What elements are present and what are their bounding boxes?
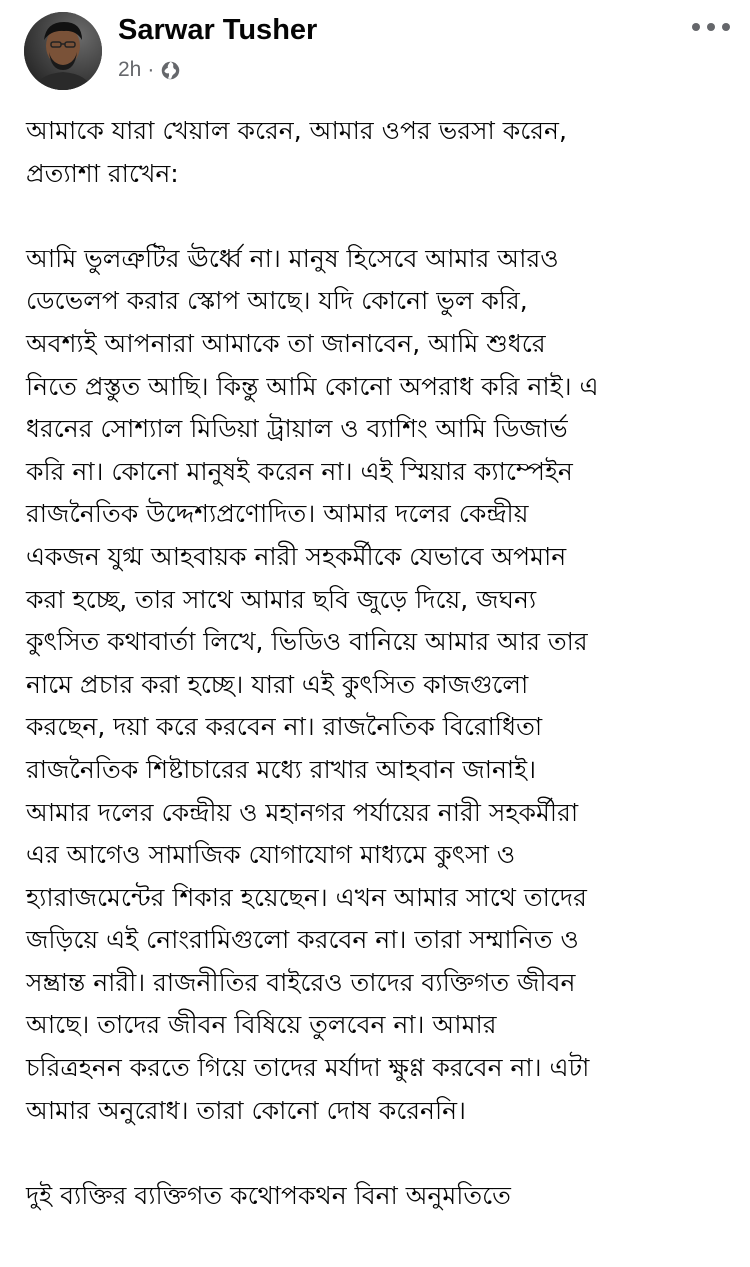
more-horizontal-icon xyxy=(691,22,731,32)
meta-separator: · xyxy=(147,58,155,81)
author-name[interactable]: Sarwar Tusher xyxy=(118,14,318,46)
post-header xyxy=(0,0,750,100)
post-meta xyxy=(118,56,181,84)
avatar[interactable] xyxy=(24,12,102,90)
post-paragraph-main: আমি ভুলত্রুটির ঊর্ধ্বে না। মানুষ হিসেবে আমার আরও ডেভেলপ করার স্কোপ আছে। যদি কোনো ভুল করি, অবশ্যই আপনারা আমাকে তা জানাবেন, আমি শুধরে নিতে প্রস্তুত আছি। কিন্তু আমি কোনো অপরাধ করি নাই। এ ধরনের সোশ্যাল মিডিয়া ট্রায়াল ও ব্যাশিং আমি ডিজার্ভ করি না। কোনো মানুষই করেন না। এই স্মিয়ার ক্যাম্পেইন রাজনৈতিক উদ্দেশ্যপ্রণোদিত। আমার দলের কেন্দ্রীয় একজন যুগ্ম আহবায়ক নারী সহকর্মীকে যেভাবে অপমান করা হচ্ছে, তার সাথে আমার ছবি জুড়ে দিয়ে, জঘন্য কুৎসিত কথাবার্তা লিখে, ভিডিও বানিয়ে আমার আর তার নামে প্রচার করা হচ্ছে। যারা এই কুৎসিত কাজগুলো করছেন, দয়া করে করবেন না। রাজনৈতিক বিরোধিতা রাজনৈতিক শিষ্টাচারের মধ্যে রাখার আহবান জানাই। আমার দলের কেন্দ্রীয় ও মহানগর পর্যায়ের নারী সহকর্মীরা এর আগেও সামাজিক যোগাযোগ মাধ্যমে কুৎসা ও হ্যারাজমেন্টের শিকার হয়েছেন। এখন আমার সাথে তাদের জড়িয়ে এই নোংরামিগুলো করবেন না। তারা সম্মানিত ও সম্ভ্রান্ত নারী। রাজনীতির বাইরেও তাদের ব্যক্তিগত জীবন আছে। তাদের জীবন বিষিয়ে তুলবেন না। আমার চরিত্রহনন করতে গিয়ে তাদের মর্যাদা ক্ষুণ্ণ করবেন না। এটা আমার অনুরোধ। তারা কোনো দোষ করেননি। xyxy=(26,243,599,1125)
post-text xyxy=(26,110,736,1217)
post-paragraph-continued: দুই ব্যক্তির ব্যক্তিগত কথোপকথন বিনা অনুমতিতে xyxy=(26,1180,511,1210)
globe-icon[interactable] xyxy=(160,60,181,81)
post-paragraph-intro: আমাকে যারা খেয়াল করেন, আমার ওপর ভরসা করেন, প্রত্যাশা রাখেন: xyxy=(26,116,567,188)
post-timestamp[interactable]: 2h xyxy=(118,58,142,81)
more-options-button[interactable] xyxy=(688,12,734,42)
avatar-image xyxy=(24,12,102,90)
